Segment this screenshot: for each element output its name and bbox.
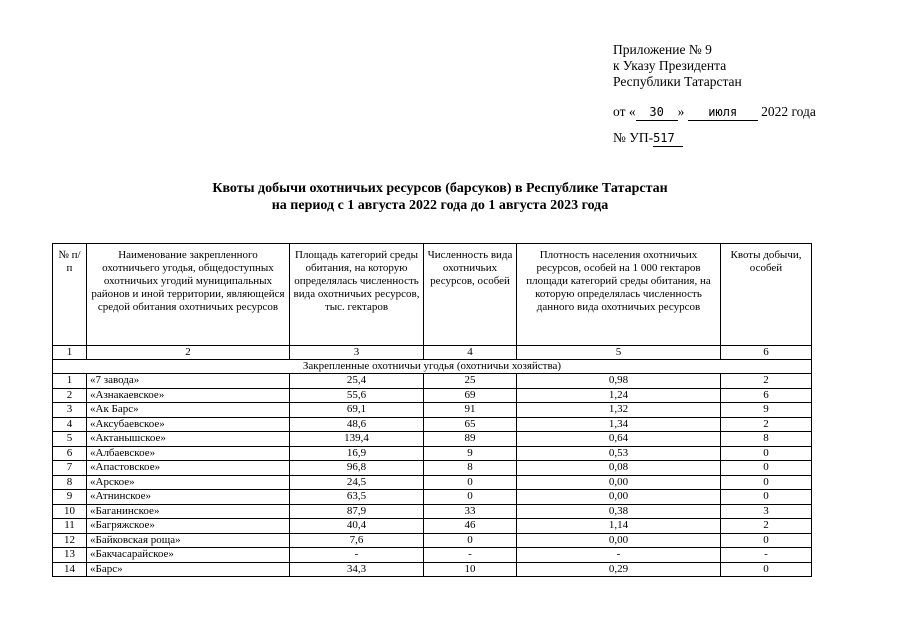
row-density: 0,38 (517, 504, 721, 519)
row-number: 12 (53, 533, 87, 548)
row-density: 1,24 (517, 388, 721, 403)
row-area: 24,5 (290, 475, 424, 490)
row-number: 4 (53, 417, 87, 432)
appendix-authority: Республики Татарстан (613, 74, 742, 89)
date-year: 2022 года (761, 104, 816, 119)
row-count: 33 (424, 504, 517, 519)
header-row (53, 244, 812, 346)
row-number: 2 (53, 388, 87, 403)
row-density: 0,00 (517, 475, 721, 490)
row-area: 87,9 (290, 504, 424, 519)
row-name: «Албаевское» (87, 446, 290, 461)
row-name: «Бакчасарайское» (87, 548, 290, 563)
row-quota: 3 (721, 504, 812, 519)
document-title (100, 180, 780, 214)
row-count: 25 (424, 374, 517, 389)
date-day: 30 (636, 104, 678, 121)
table-row (53, 562, 812, 577)
table-row (53, 417, 812, 432)
row-density: 1,34 (517, 417, 721, 432)
row-count: 10 (424, 562, 517, 577)
row-area: 69,1 (290, 403, 424, 418)
row-quota: - (721, 548, 812, 563)
column-number-row (53, 346, 812, 360)
row-area: - (290, 548, 424, 563)
row-count: 9 (424, 446, 517, 461)
column-number: 1 (53, 346, 87, 360)
decree-date (613, 104, 816, 121)
row-number: 14 (53, 562, 87, 577)
column-number: 6 (721, 346, 812, 360)
row-area: 25,4 (290, 374, 424, 389)
quota-table (52, 243, 812, 577)
row-density: - (517, 548, 721, 563)
row-name: «7 завода» (87, 374, 290, 389)
table-row (53, 548, 812, 563)
title-line-2: на период с 1 августа 2022 года до 1 августа 2023 года (271, 198, 609, 213)
row-density: 0,29 (517, 562, 721, 577)
row-number: 1 (53, 374, 87, 389)
row-name: «Актанышское» (87, 432, 290, 447)
appendix-number: Приложение № 9 (613, 42, 712, 57)
row-quota: 0 (721, 475, 812, 490)
row-name: «Барс» (87, 562, 290, 577)
row-density: 0,64 (517, 432, 721, 447)
row-density: 1,32 (517, 403, 721, 418)
row-number: 10 (53, 504, 87, 519)
row-area: 139,4 (290, 432, 424, 447)
date-month: июля (688, 104, 758, 121)
date-mid: » (677, 104, 685, 119)
row-quota: 8 (721, 432, 812, 447)
row-number: 5 (53, 432, 87, 447)
appendix-block (613, 42, 816, 145)
row-name: «Ак Барс» (87, 403, 290, 418)
row-density: 1,14 (517, 519, 721, 534)
date-prefix: от « (613, 104, 636, 119)
column-number: 4 (424, 346, 517, 360)
table-row (53, 446, 812, 461)
table-row (53, 432, 812, 447)
row-quota: 0 (721, 533, 812, 548)
row-area: 48,6 (290, 417, 424, 432)
row-count: 65 (424, 417, 517, 432)
row-quota: 0 (721, 490, 812, 505)
table-row (53, 461, 812, 476)
header-name: Наименование закрепленного охотничьего угодья, общедоступных охотничьих угодий муниципальных районов и иной территории, являющейся средой обитания охотничьих ресурсов (87, 244, 290, 346)
row-area: 63,5 (290, 490, 424, 505)
header-quota: Квоты добычи, особей (721, 244, 812, 346)
row-count: 46 (424, 519, 517, 534)
column-number: 2 (87, 346, 290, 360)
table-row (53, 533, 812, 548)
row-number: 8 (53, 475, 87, 490)
column-number: 5 (517, 346, 721, 360)
row-quota: 2 (721, 519, 812, 534)
row-count: 0 (424, 490, 517, 505)
decree-number-prefix: № УП- (613, 130, 654, 145)
row-name: «Байковская роща» (87, 533, 290, 548)
row-number: 11 (53, 519, 87, 534)
row-count: 0 (424, 533, 517, 548)
row-area: 34,3 (290, 562, 424, 577)
row-area: 40,4 (290, 519, 424, 534)
title-line-1: Квоты добычи охотничьих ресурсов (барсуков) в Республике Татарстан (212, 181, 668, 196)
row-area: 96,8 (290, 461, 424, 476)
row-number: 3 (53, 403, 87, 418)
row-name: «Баганинское» (87, 504, 290, 519)
table-row (53, 475, 812, 490)
row-count: 8 (424, 461, 517, 476)
row-quota: 0 (721, 461, 812, 476)
row-density: 0,08 (517, 461, 721, 476)
row-count: - (424, 548, 517, 563)
section-row (53, 360, 812, 374)
table-row (53, 504, 812, 519)
row-name: «Аксубаевское» (87, 417, 290, 432)
row-count: 91 (424, 403, 517, 418)
header-number: № п/п (53, 244, 87, 346)
row-count: 0 (424, 475, 517, 490)
row-density: 0,00 (517, 533, 721, 548)
row-number: 6 (53, 446, 87, 461)
section-title: Закрепленные охотничьи угодья (охотничьи хозяйства) (53, 360, 812, 374)
row-name: «Апастовское» (87, 461, 290, 476)
row-quota: 6 (721, 388, 812, 403)
appendix-decree-ref: к Указу Президента (613, 58, 727, 73)
decree-number (613, 130, 683, 147)
row-area: 16,9 (290, 446, 424, 461)
row-count: 69 (424, 388, 517, 403)
row-quota: 2 (721, 417, 812, 432)
table-row (53, 490, 812, 505)
table-row (53, 374, 812, 389)
row-area: 7,6 (290, 533, 424, 548)
header-area: Площадь категорий среды обитания, на которую определялась численность вида охотничьих ресурсов, тыс. гектаров (290, 244, 424, 346)
row-quota: 0 (721, 562, 812, 577)
table-body (53, 374, 812, 577)
table-row (53, 403, 812, 418)
row-name: «Атнинское» (87, 490, 290, 505)
row-density: 0,53 (517, 446, 721, 461)
row-number: 13 (53, 548, 87, 563)
row-name: «Арское» (87, 475, 290, 490)
row-name: «Багряжское» (87, 519, 290, 534)
table-row (53, 388, 812, 403)
row-number: 9 (53, 490, 87, 505)
row-area: 55,6 (290, 388, 424, 403)
row-number: 7 (53, 461, 87, 476)
header-density: Плотность населения охотничьих ресурсов, особей на 1 000 гектаров площади категорий среды обитания, на которую определялась численность данного вида охотничьих ресурсов (517, 244, 721, 346)
row-name: «Азнакаевское» (87, 388, 290, 403)
row-quota: 0 (721, 446, 812, 461)
table-row (53, 519, 812, 534)
header-count: Численность вида охотничьих ресурсов, особей (424, 244, 517, 346)
row-quota: 9 (721, 403, 812, 418)
column-number: 3 (290, 346, 424, 360)
row-count: 89 (424, 432, 517, 447)
row-density: 0,00 (517, 490, 721, 505)
decree-number-value: 517 (653, 130, 683, 147)
row-density: 0,98 (517, 374, 721, 389)
row-quota: 2 (721, 374, 812, 389)
